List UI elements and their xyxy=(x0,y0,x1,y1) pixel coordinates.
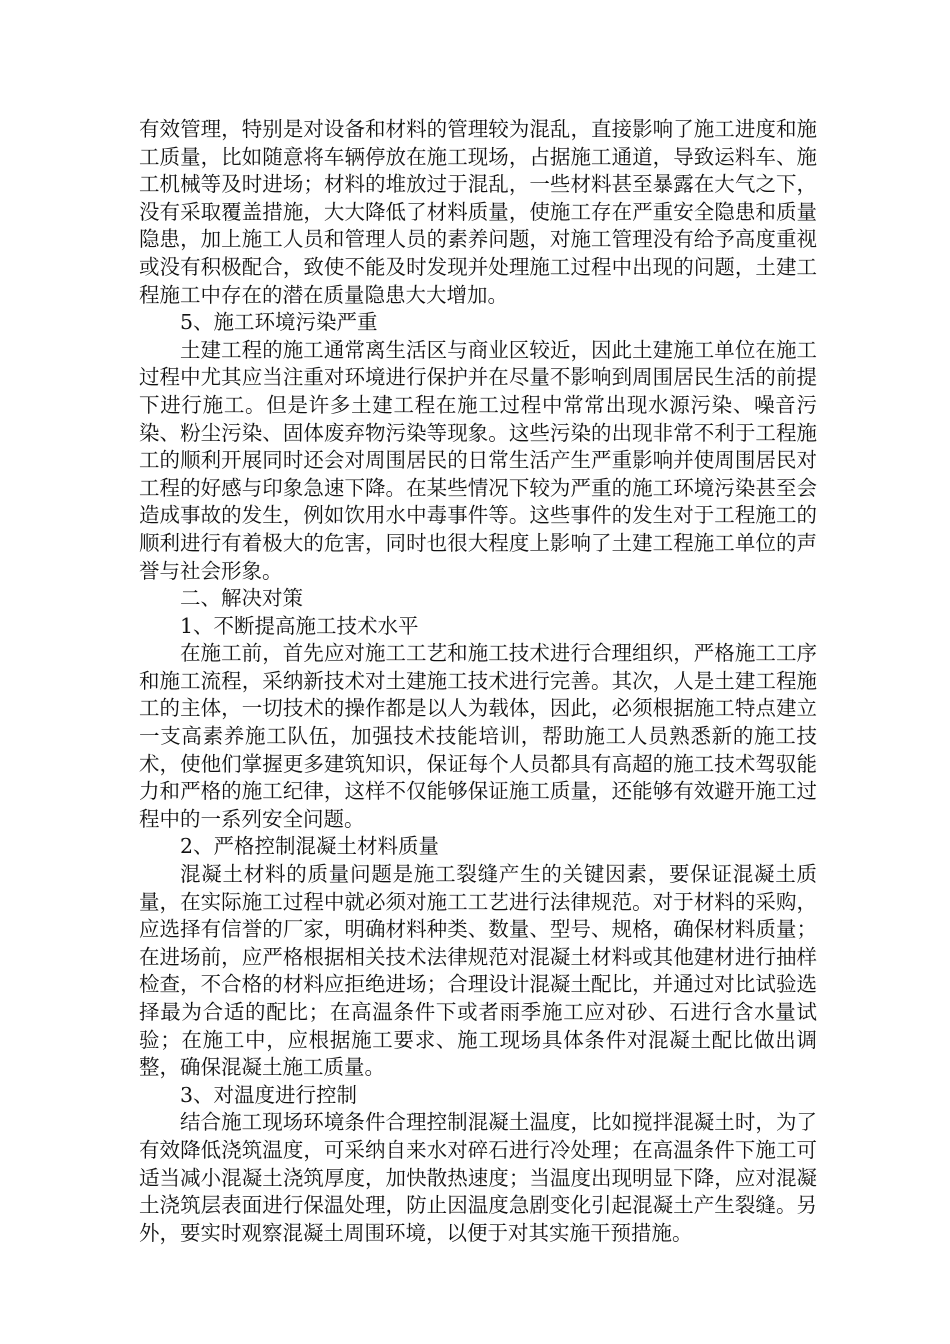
paragraph-temperature: 结合施工现场环境条件合理控制混凝土温度，比如搅拌混凝土时，为了有效降低浇筑温度，可采纳自来水对碎石进行冷处理；在高温条件下施工可适当减小混凝土浇筑厚度，加快散热速度；当温度出现明显下降，应对混凝土浇筑层表面进行保温处理，防止因温度急剧变化引起混凝土产生裂缝。另外，要实时观察混凝土周围环境，以便于对其实施干预措施。 xyxy=(139,1110,817,1245)
paragraph-concrete-quality: 混凝土材料的质量问题是施工裂缝产生的关键因素，要保证混凝土质量，在实际施工过程中就必须对施工工艺进行法律规范。对于材料的采购，应选择有信誉的厂家，明确材料种类、数量、型号、规格，确保材料质量；在进场前，应严格根据相关技术法律规范对混凝土材料或其他建材进行抽样检查，不合格的材料应拒绝进场；合理设计混凝土配比，并通过对比试验选择最为合适的配比；在高温条件下或者雨季施工应对砂、石进行含水量试验；在施工中，应根据施工要求、施工现场具体条件对混凝土配比做出调整，确保混凝土施工质量。 xyxy=(139,862,817,1080)
subsection-heading-technique: 1、不断提高施工技术水平 xyxy=(180,613,419,638)
document-page xyxy=(139,116,817,1247)
paragraph-technique: 在施工前，首先应对施工工艺和施工技术进行合理组织，严格施工工序和施工流程，采纳新技术对土建施工技术进行完善。其次，人是土建工程施工的主体，一切技术的操作都是以人为载体，因此，必须根据施工特点建立一支高素养施工队伍，加强技术技能培训，帮助施工人员熟悉新的施工技术，使他们掌握更多建筑知识，保证每个人员都具有高超的施工技术驾驭能力和严格的施工纪律，这样不仅能够保证施工质量，还能够有效避开施工过程中的一系列安全问题。 xyxy=(139,641,817,831)
paragraph-management-issues: 有效管理，特别是对设备和材料的管理较为混乱，直接影响了施工进度和施工质量，比如随意将车辆停放在施工现场，占据施工通道，导致运料车、施工机械等及时进场；材料的堆放过于混乱，一些材料甚至暴露在大气之下，没有采取覆盖措施，大大降低了材料质量，使施工存在严重安全隐患和质量隐患，加上施工人员和管理人员的素养问题，对施工管理没有给予高度重视或没有积极配合，致使不能及时发现并处理施工过程中出现的问题，土建工程施工中存在的潜在质量隐患大大增加。 xyxy=(139,117,817,307)
section-heading-environment-pollution: 5、施工环境污染严重 xyxy=(180,310,378,335)
section-heading-solutions: 二、解决对策 xyxy=(180,586,303,611)
subsection-heading-concrete-quality: 2、严格控制混凝土材料质量 xyxy=(180,834,440,859)
paragraph-environment-pollution: 土建工程的施工通常离生活区与商业区较近，因此土建施工单位在施工过程中尤其应当注重对环境进行保护并在尽量不影响到周围居民生活的前提下进行施工。但是许多土建工程在施工过程中常常出现水源污染、噪音污染、粉尘污染、固体废弃物污染等现象。这些污染的出现非常不利于工程施工的顺利开展同时还会对周围居民的日常生活产生严重影响并使周围居民对工程的好感与印象急速下降。在某些情况下较为严重的施工环境污染甚至会造成事故的发生，例如饮用水中毒事件等。这些事件的发生对于工程施工的顺利进行有着极大的危害，同时也很大程度上影响了土建工程施工单位的声誉与社会形象。 xyxy=(139,337,817,583)
subsection-heading-temperature: 3、对温度进行控制 xyxy=(180,1082,358,1107)
